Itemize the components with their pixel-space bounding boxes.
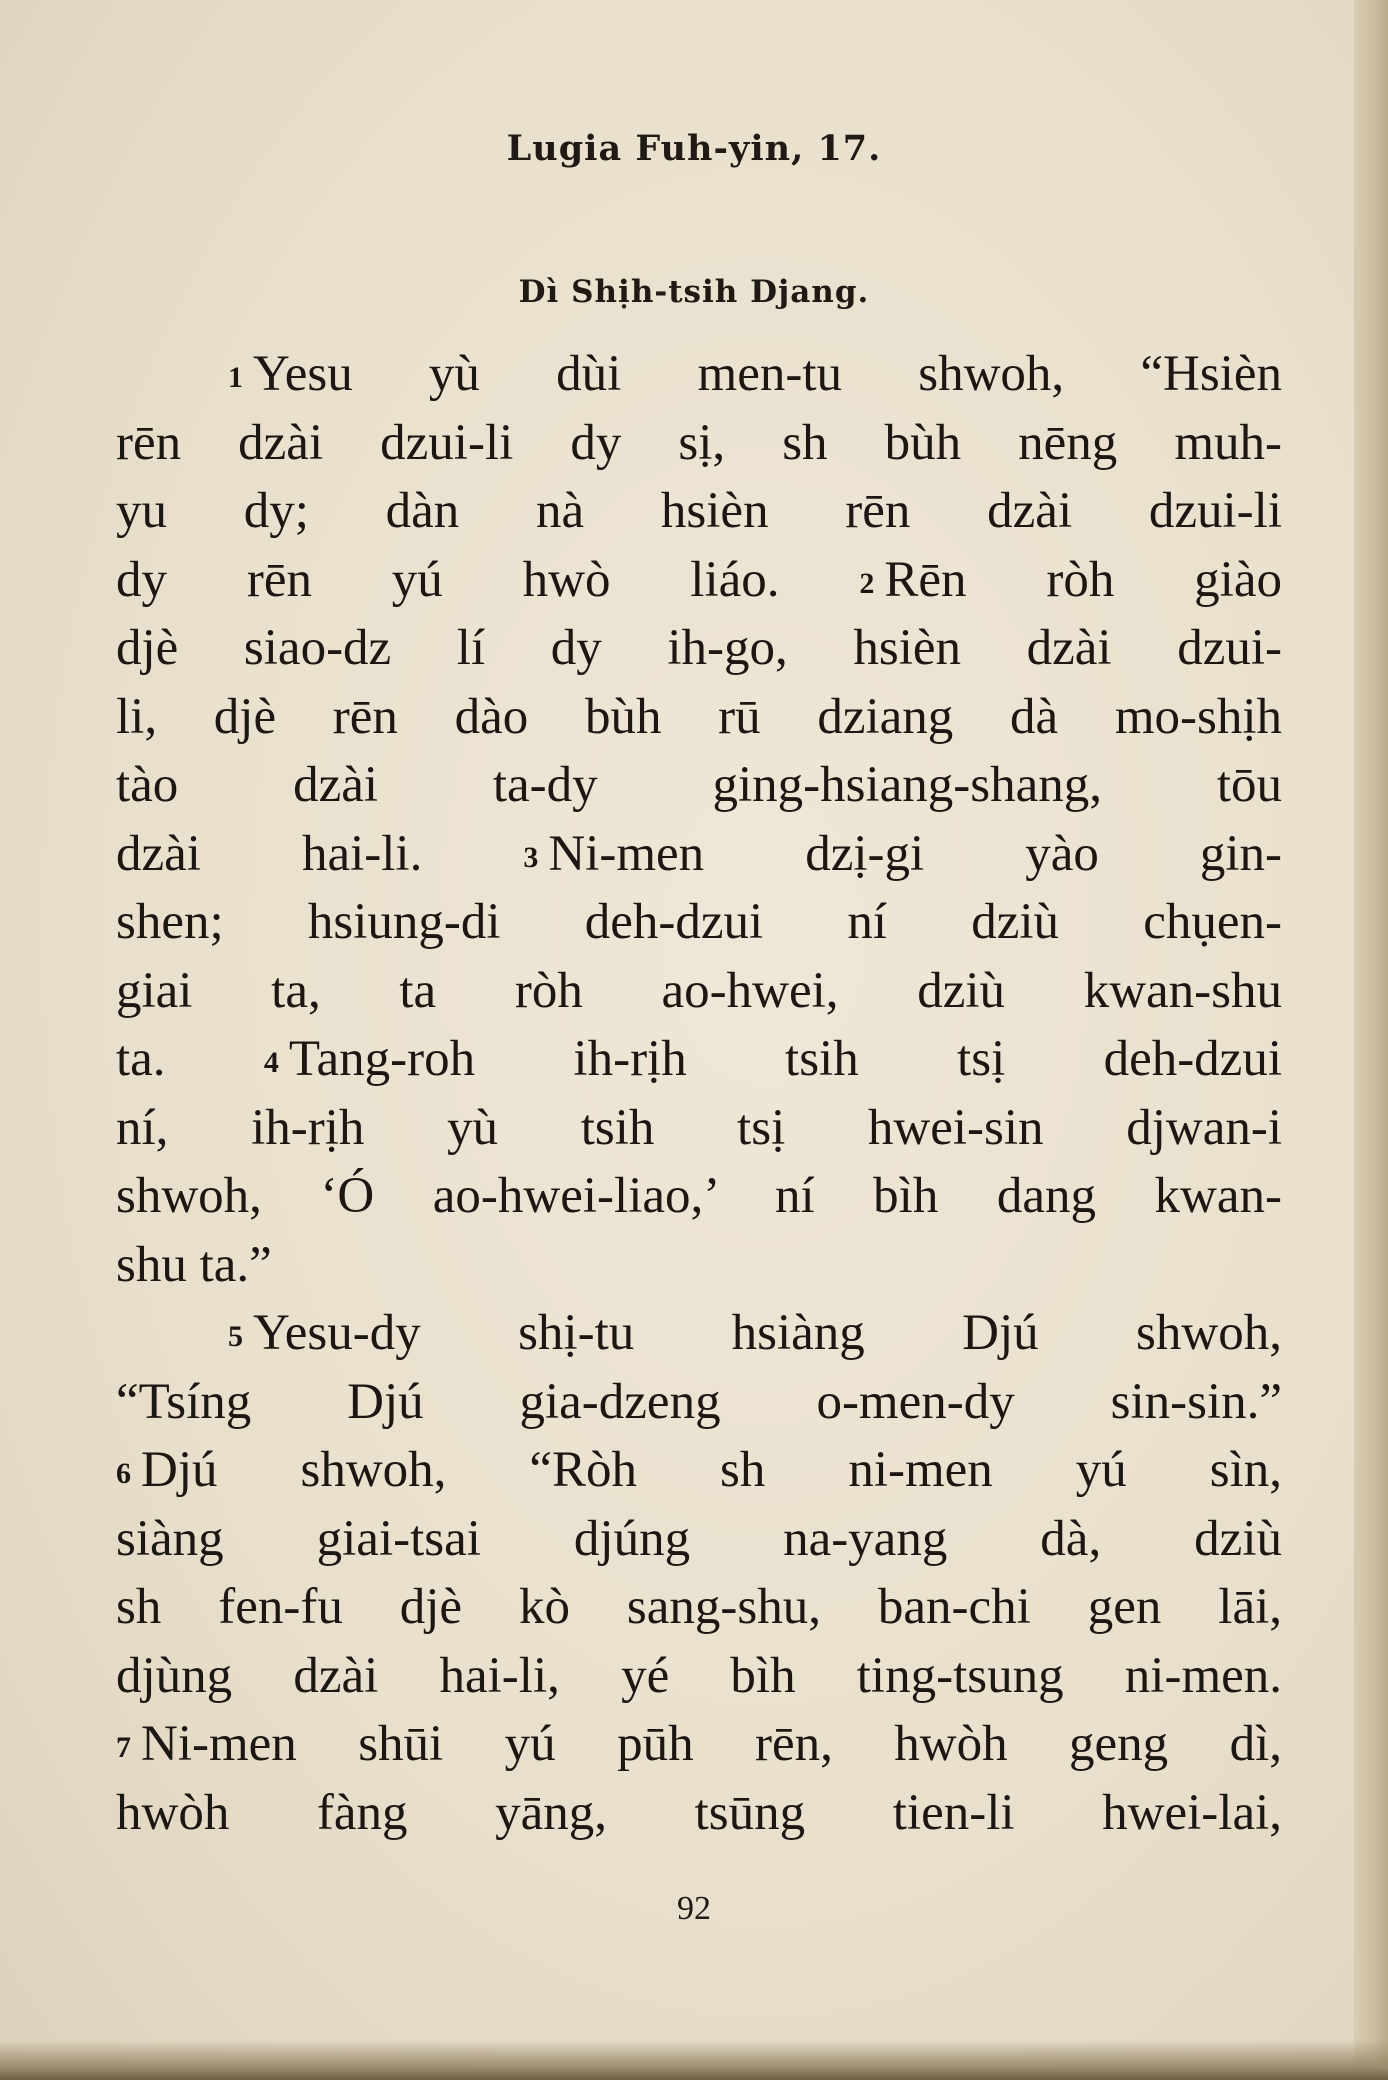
- verse-number: 5: [228, 1320, 243, 1353]
- page-edge-shadow: [1354, 0, 1388, 2080]
- text-line: $^1$ Yesu yù dùi men-tu shwoh, “Hsièn: [228, 346, 1282, 402]
- text-line: giai ta, ta ròh ao-hwei, dziù kwan-shu: [116, 962, 1282, 1019]
- text-line: $^5$ Yesu-dy shị-tu hsiàng Djú shwoh,: [228, 1305, 1282, 1361]
- verse-number: 3: [523, 840, 539, 874]
- page-bottom-shadow: [0, 2040, 1388, 2080]
- verse-number: 4: [263, 1046, 279, 1079]
- running-header: Lugia Fuh-yin, 17.: [506, 128, 882, 169]
- text-line: sh fen-fu djè kò sang-shu, ban-chi gen lāi,: [116, 1579, 1282, 1635]
- text-line: djè siao-dz lí dy ih-go, hsièn dzài dzui-: [116, 620, 1282, 676]
- text-line: djùng dzài hai-li, yé bìh ting-tsung ni-men.: [116, 1647, 1282, 1704]
- verse-number: 2: [859, 566, 875, 600]
- verse-number: 7: [116, 1731, 131, 1764]
- text-line: $^7$ Ni-men shūi yú pūh rēn, hwòh geng dì,: [116, 1716, 1282, 1772]
- text-line: shen; hsiung-di deh-dzui ní dziù chụen-: [116, 894, 1282, 950]
- text-line: ní, ih-rịh yù tsih tsị hwei-sin djwan-i: [116, 1099, 1282, 1156]
- text-line: $^6$ Djú shwoh, “Ròh sh ni-men yú sìn,: [116, 1442, 1282, 1498]
- verse-number: 1: [228, 361, 243, 394]
- text-line: dy rēn yú hwò liáo. $^2$ Rēn ròh giào: [116, 551, 1282, 608]
- text-line: yu dy; dàn nà hsièn rēn dzài dzui-li: [116, 483, 1282, 539]
- text-line: shwoh, ‘Ó ao-hwei-liao,’ ní bìh dang kwan-: [116, 1168, 1282, 1224]
- text-line: hwòh fàng yāng, tsūng tien-li hwei-lai,: [116, 1784, 1282, 1841]
- text-line: rēn dzài dzui-li dy sị, sh bùh nēng muh-: [116, 414, 1282, 471]
- text-line: tào dzài ta-dy ging-hsiang-shang, tōu: [116, 757, 1282, 813]
- text-line: “Tsíng Djú gia-dzeng o-men-dy sin-sin.”: [116, 1373, 1282, 1430]
- text-line: ta. $^4$ Tang-roh ih-rịh tsih tsị deh-dzui: [116, 1031, 1282, 1087]
- chapter-heading: Dì Shịh-tsih Djang.: [518, 274, 870, 310]
- text-line: dzài hai-li. $^3$ Ni-men dzị-gi yào gin-: [116, 825, 1283, 882]
- page-number: 92: [677, 1890, 711, 1927]
- text-line: li, djè rēn dào bùh rū dziang dà mo-shịh: [116, 688, 1282, 745]
- text-line: siàng giai-tsai djúng na-yang dà, dziù: [116, 1510, 1282, 1567]
- body-text: [116, 340, 1282, 1847]
- verse-number: 6: [116, 1457, 131, 1490]
- text-line: shu ta.”: [116, 1236, 272, 1293]
